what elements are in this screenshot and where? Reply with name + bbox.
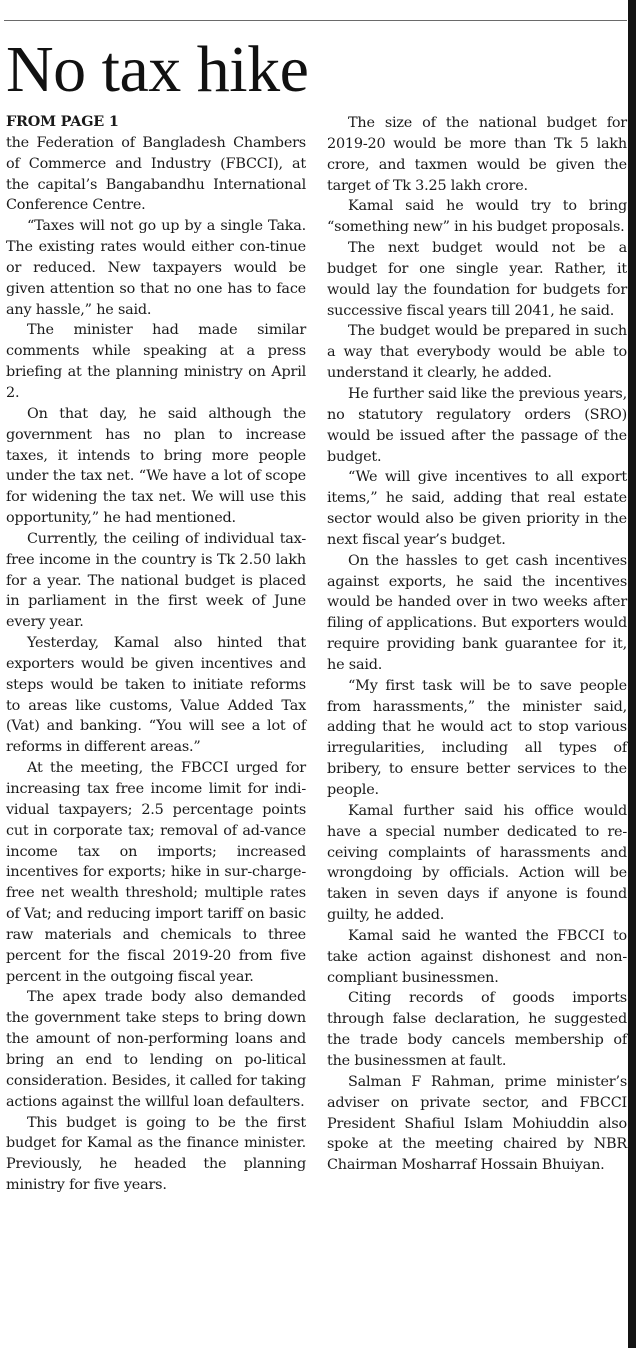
paragraph: He further said like the previous years, no statutory regulatory orders (SRO) would be issued after the passage of the budget. <box>327 385 627 465</box>
article-column-right <box>327 113 627 1176</box>
paragraph: Yesterday, Kamal also hinted that exporters would be given incentives and steps would be taken to initiate reforms to areas like customs, Value Added Tax (Vat) and banking. “You will see a lot of reforms in different areas.” <box>6 635 306 756</box>
top-rule <box>4 20 627 21</box>
paragraph: Kamal said he wanted the FBCCI to take action against dishonest and non-compliant businessmen. <box>327 927 627 986</box>
paragraph: On that day, he said although the government has no plan to increase taxes, it intends to bring more people under the tax net. “We have a lot of scope for widening the tax net. We will use this opportunity,” he had mentioned. <box>6 405 306 527</box>
paragraph: Salman F Rahman, prime minister’s adviser on private sector, and FBCCI President Shafiul Islam Mohiuddin also spoke at the meeting chaired by NBR Chairman Mosharraf Hossain Bhuiyan. <box>327 1073 627 1174</box>
paragraph: The budget would be prepared in such a way that everybody would be able to understand it clearly, he added. <box>327 323 627 382</box>
paragraph: Kamal said he would try to bring “something new” in his budget proposals. <box>327 198 627 236</box>
paragraph: The next budget would not be a budget for one single year. Rather, it would lay the foundation for budgets for successive fiscal years till 2041, he said. <box>327 240 627 319</box>
paragraph: The size of the national budget for 2019-20 would be more than Tk 5 lakh crore, and taxmen would be given the target of Tk 3.25 lakh crore. <box>327 115 627 194</box>
article-column-left <box>6 112 306 1196</box>
paragraph: This budget is going to be the first budget for Kamal as the finance minister. Previously, he headed the planning ministry for five years. <box>6 1114 306 1194</box>
paragraph: Currently, the ceiling of individual tax-free income in the country is Tk 2.50 lakh for a year. The national budget is placed in parliament in the first week of June every year. <box>6 530 306 631</box>
paragraph: “Taxes will not go up by a single Taka. The existing rates would either con-tinue or reduced. New taxpayers would be given attention so that no one has to face any hassle,” he said. <box>6 218 306 318</box>
paragraph: “We will give incentives to all export items,” he said, adding that real estate sector would also be given priority in the next fiscal year’s budget. <box>327 469 627 548</box>
headline: No tax hike <box>6 33 309 106</box>
paragraph: Kamal further said his office would have a special number dedicated to re-ceiving complaints of harassments and wrongdoing by officials. Action will be taken in seven days if anyone is found guilty, he added. <box>327 802 627 924</box>
paragraph: On the hassles to get cash incentives against exports, he said the incentives would be handed over in two weeks after filing of applications. But exporters would require providing bank guarantee for it, he said. <box>327 552 627 673</box>
paragraph: At the meeting, the FBCCI urged for increasing tax free income limit for indi-vidual taxpayers; 2.5 percentage points cut in corporate tax; removal of ad-vance income tax on imports; increased incentives for exports; hike in sur-charge-free net wealth threshold; multiple rates of Vat; and reducing import tariff on basic raw materials and chemicals to three percent for the fiscal 2019-20 from five percent in the outgoing fiscal year. <box>6 760 306 985</box>
continuation-kicker: FROM PAGE 1 <box>6 113 119 130</box>
paragraph: Citing records of goods imports through false declaration, he suggested the trade body cancels membership of the businessmen at fault. <box>327 990 627 1069</box>
paragraph: the Federation of Bangladesh Chambers of Commerce and Industry (FBCCI), at the capital’s Bangabandhu International Conference Centre. <box>6 134 306 214</box>
paragraph: The minister had made similar comments while speaking at a press briefing at the planning ministry on April 2. <box>6 322 306 401</box>
paragraph: The apex trade body also demanded the government take steps to bring down the amount of non-performing loans and bring an end to lending on po-litical consideration. Besides, it called for taking actions against the willful loan defaulters. <box>6 989 306 1110</box>
page-edge-strip <box>628 0 636 1348</box>
paragraph: “My first task will be to save people from harassments,” the minister said, adding that he would act to stop various irregularities, including all types of bribery, to ensure better services to the people. <box>327 677 627 798</box>
